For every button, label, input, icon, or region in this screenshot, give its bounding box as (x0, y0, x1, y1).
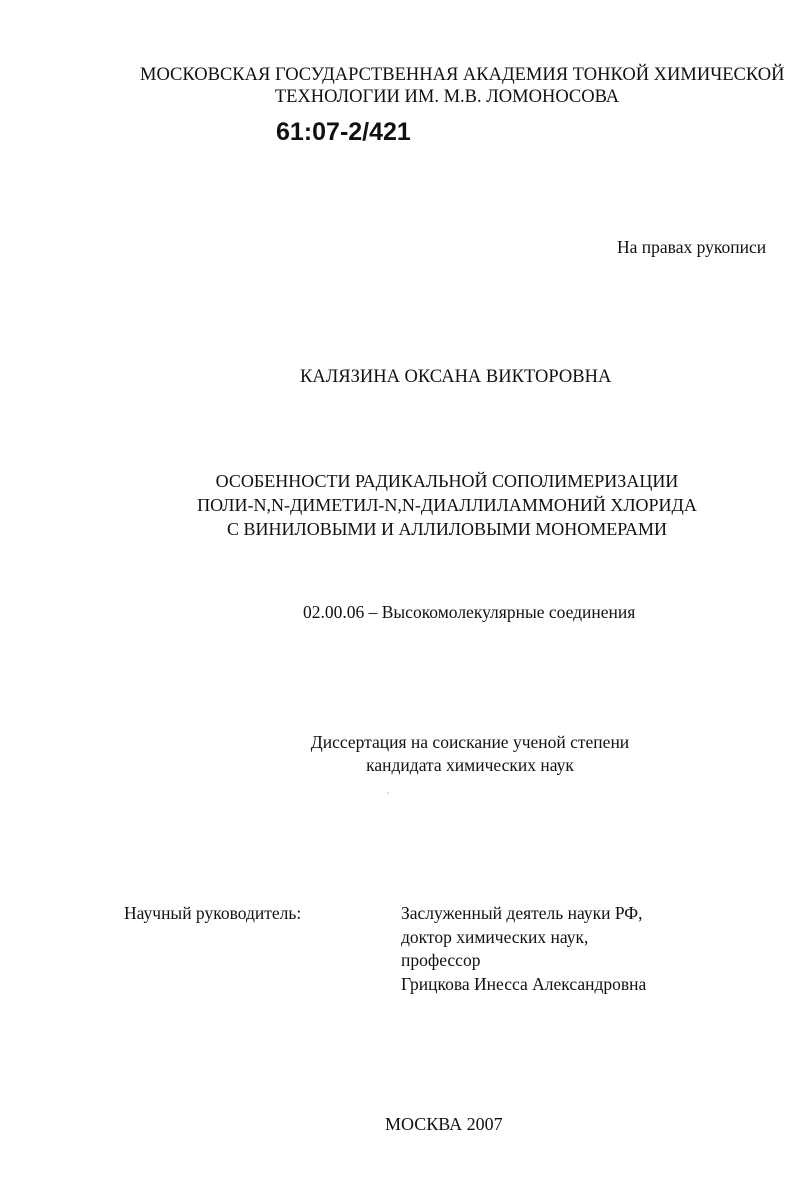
supervisor-line-4: Грицкова Инесса Александровна (401, 973, 647, 994)
dissertation-title (180, 469, 714, 541)
supervisor-label: Научный руководитель: (124, 903, 302, 923)
supervisor-line-3: профессор (401, 950, 481, 970)
city-year: МОСКВА 2007 (385, 1114, 503, 1134)
institution-line-2: ТЕХНОЛОГИИ ИМ. М.В. ЛОМОНОСОВА (274, 87, 620, 107)
supervisor-info (401, 902, 646, 996)
title-line-3: С ВИНИЛОВЫМИ И АЛЛИЛОВЫМИ МОНОМЕРАМИ (227, 519, 667, 539)
scan-speck (387, 792, 389, 794)
institution-line-1: МОСКОВСКАЯ ГОСУДАРСТВЕННАЯ АКАДЕМИЯ ТОНКОЙ ХИМИЧЕСКОЙ (140, 65, 785, 85)
supervisor-line-2: доктор химических наук, (401, 926, 589, 947)
catalog-code: 61:07-2/421 (276, 118, 411, 146)
degree-line-2: кандидата химических наук (366, 755, 574, 775)
rights-note: На правах рукописи (617, 237, 767, 257)
institution-name (140, 64, 785, 108)
title-line-2: ПОЛИ-N,N-ДИМЕТИЛ-N,N-ДИАЛЛИЛАММОНИЙ ХЛОРИДА (197, 495, 697, 515)
specialty-code: 02.00.06 – Высокомолекулярные соединения (303, 602, 636, 622)
degree-statement (280, 731, 660, 777)
degree-line-1: Диссертация на соискание ученой степени (310, 732, 630, 752)
author-name: КАЛЯЗИНА ОКСАНА ВИКТОРОВНА (300, 367, 612, 387)
title-line-1: ОСОБЕННОСТИ РАДИКАЛЬНОЙ СОПОЛИМЕРИЗАЦИИ (215, 471, 679, 491)
supervisor-line-1: Заслуженный деятель науки РФ, (401, 903, 643, 923)
